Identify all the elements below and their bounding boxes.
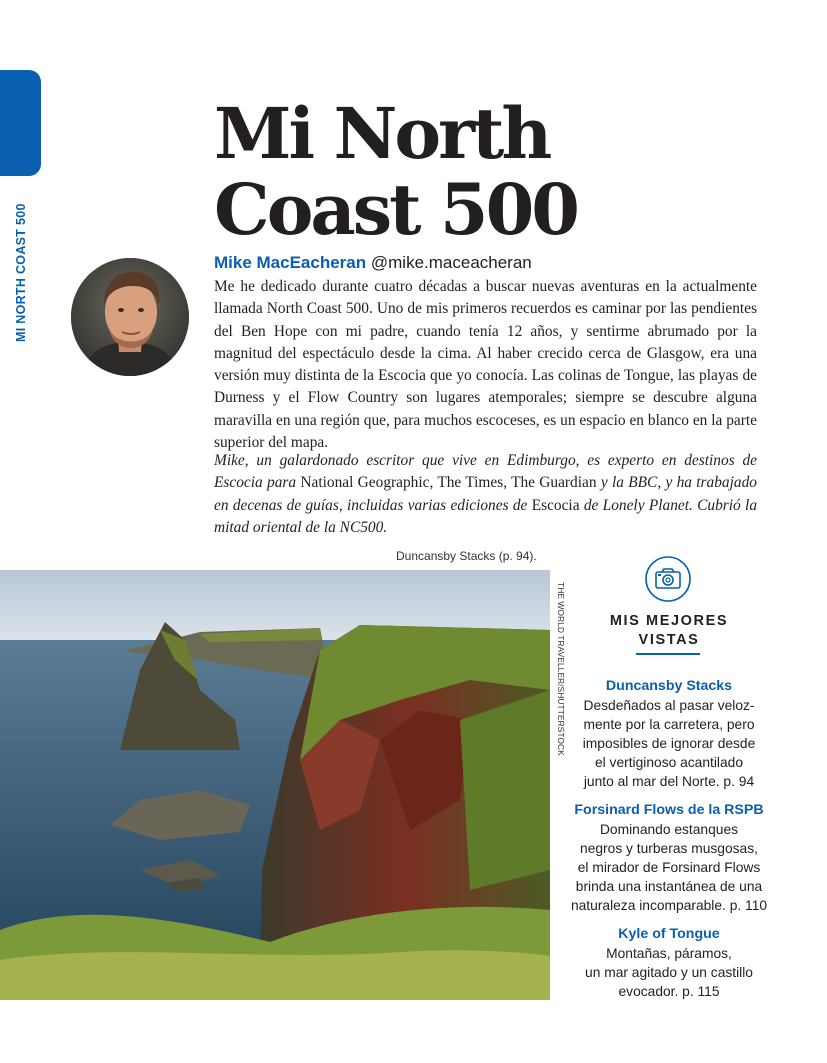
view-description (569, 696, 769, 791)
sidebar-heading (584, 612, 754, 650)
view-description (569, 944, 769, 1001)
view-desc-line: negros y turberas musgosas, (580, 841, 758, 856)
bio-text-1: Mike, un galardonado escritor que vive en Edimburgo, es experto en destinos de Escocia para (214, 452, 757, 492)
camera-icon (645, 556, 691, 602)
bio-text-2: National Geographic, The Times, The Guardian (300, 474, 597, 492)
view-name: Kyle of Tongue (618, 926, 720, 942)
bio-text-4: Escocia (531, 496, 580, 514)
view-desc-line: imposibles de ignorar desde (582, 736, 756, 751)
sidebar-divider (636, 653, 700, 655)
photo-credit: THE WORLD TRAVELLER/SHUTTERSTOCK (556, 582, 566, 756)
view-item-forsinard (569, 801, 769, 915)
chapter-side-label: MI NORTH COAST 500 (14, 203, 28, 342)
coastal-cliffs-image-icon (0, 570, 550, 1000)
author-byline (214, 253, 532, 273)
view-description (569, 820, 769, 915)
view-desc-line: el mirador de Forsinard Flows (577, 860, 761, 875)
chapter-tab (0, 70, 41, 176)
author-avatar (71, 258, 189, 376)
view-desc-line: un mar agitado y un castillo (585, 965, 753, 980)
view-desc-line: Montañas, páramos, (606, 946, 732, 961)
view-desc-line: evocador. p. 115 (618, 984, 720, 999)
view-item-kyle-of-tongue (569, 925, 769, 1001)
view-desc-line: brinda una instantánea de una (575, 879, 763, 894)
author-name: Mike MacEacheran (214, 253, 367, 272)
title-line-1: Mi North (214, 92, 550, 175)
sidebar-heading-line-1: MIS MEJORES (609, 613, 729, 629)
view-desc-line: mente por la carretera, pero (583, 717, 755, 732)
bio-text-5: de Lonely Planet. Cubrió la mitad oriental de la NC500. (214, 496, 758, 536)
sidebar-heading-line-2: VISTAS (638, 632, 700, 648)
view-name: Forsinard Flows de la RSPB (574, 802, 764, 818)
bio-text-3: y la BBC, y ha trabajado en decenas de guías, incluidas varias ediciones de (214, 474, 757, 514)
author-portrait-icon (71, 258, 189, 376)
photo-caption: Duncansby Stacks (p. 94). (396, 549, 537, 563)
view-item-duncansby (569, 677, 769, 791)
view-desc-line: naturaleza incomparable. p. 110 (570, 898, 768, 913)
view-desc-line: el vertiginoso acantilado (594, 755, 744, 770)
view-desc-line: junto al mar del Norte. p. 94 (583, 774, 755, 789)
coast-photo (0, 570, 550, 1000)
view-desc-line: Dominando estanques (599, 822, 739, 837)
author-handle: @mike.maceacheran (370, 253, 532, 272)
title-line-2: Coast 500 (214, 168, 577, 251)
author-bio (214, 450, 757, 539)
view-desc-line: Desdeñados al pasar veloz- (583, 698, 755, 713)
page-title (214, 92, 577, 251)
intro-paragraph: Me he dedicado durante cuatro décadas a buscar nuevas aventuras en la actualmente llamada North Coast 500. Uno de mis primeros recuerdos es caminar por las pendientes del Ben Hope con mi padre, cuando tenía 12 años, y sentirme abrumado por la magnitud del espectáculo desde la cima. Al haber crecido cerca de Glasgow, era una versión muy distinta de la Escocia que yo conocía. Las colinas de Tongue, las playas de Durness y el Flow Country son lugares atemporales; siempre se descubre alguna maravilla en una región que, para muchos escoceses, es un espacio en blanco en la parte superior del mapa. (214, 278, 757, 452)
view-name: Duncansby Stacks (605, 678, 733, 694)
